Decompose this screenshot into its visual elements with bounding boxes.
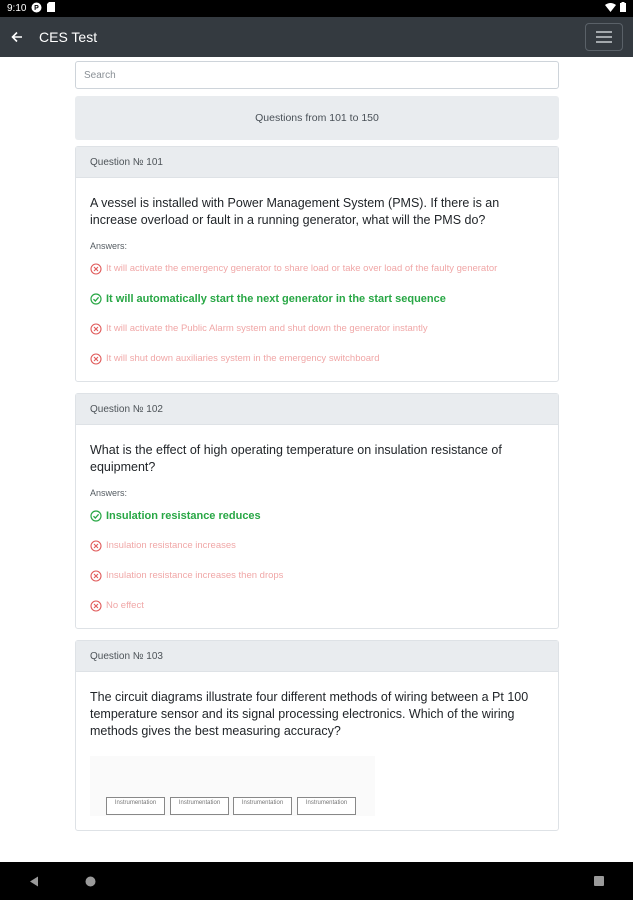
search-input[interactable] (75, 61, 559, 89)
app-bar (0, 17, 633, 57)
answer-text: It will activate the Public Alarm system and shut down the generator instantly (106, 323, 428, 334)
answer-option-correct[interactable] (90, 291, 544, 307)
question-body (76, 672, 558, 830)
x-circle-icon (90, 263, 102, 275)
nav-recents-button[interactable] (579, 862, 619, 900)
answer-text: Insulation resistance reduces (106, 510, 261, 522)
answer-text: Insulation resistance increases then drops (106, 570, 284, 581)
answer-option-wrong[interactable] (90, 538, 544, 554)
menu-toggle-button[interactable] (585, 23, 623, 51)
triangle-back-icon (29, 876, 39, 887)
answer-option-wrong[interactable] (90, 261, 544, 277)
question-body (76, 425, 558, 628)
arrow-left-icon (11, 31, 23, 43)
circle-home-icon (85, 876, 96, 887)
nav-back-button[interactable] (14, 862, 54, 900)
x-circle-icon (90, 570, 102, 582)
square-recents-icon (594, 876, 604, 886)
x-circle-icon (90, 323, 102, 335)
answer-option-wrong[interactable] (90, 321, 544, 337)
hamburger-icon (595, 30, 613, 44)
system-nav-bar (0, 862, 633, 900)
x-circle-icon (90, 353, 102, 365)
answer-text: It will activate the emergency generator to share load or take over load of the faulty generator (106, 263, 498, 274)
check-circle-icon (90, 510, 102, 522)
question-card (75, 640, 559, 831)
nav-home-button[interactable] (70, 862, 110, 900)
check-circle-icon (90, 293, 102, 305)
answer-option-wrong[interactable] (90, 568, 544, 584)
sd-card-icon (47, 2, 55, 15)
questions-range-banner: Questions from 101 to 150 (75, 96, 559, 140)
question-header: Question № 103 (76, 641, 558, 672)
svg-text:P: P (34, 4, 40, 12)
answer-option-wrong[interactable] (90, 351, 544, 367)
answers-label: Answers: (90, 488, 128, 498)
question-header: Question № 101 (76, 147, 558, 178)
question-text: The circuit diagrams illustrate four different methods of wiring between a Pt 100 temperature sensor and its signal processing electronics. Which of the wiring methods gives the best measuring accuracy? (90, 690, 529, 738)
diagram-box: Instrumentation (170, 797, 229, 815)
diagram-box: Instrumentation (233, 797, 292, 815)
back-button[interactable] (1, 17, 33, 57)
wifi-icon (605, 3, 616, 15)
question-text: What is the effect of high operating temperature on insulation resistance of equipment? (90, 443, 502, 474)
status-bar (0, 0, 633, 17)
answer-text: It will automatically start the next generator in the start sequence (106, 293, 446, 305)
diagram-box: Instrumentation (297, 797, 356, 815)
wiring-diagram-image (90, 756, 375, 816)
answers-label: Answers: (90, 241, 128, 251)
question-header: Question № 102 (76, 394, 558, 425)
status-time: 9:10 (7, 3, 27, 14)
answer-option-correct[interactable] (90, 508, 544, 524)
battery-icon (620, 2, 626, 15)
question-text: A vessel is installed with Power Management System (PMS). If there is an increase overload or fault in a running generator, what will the PMS do? (90, 196, 500, 227)
question-body (76, 178, 558, 381)
answer-text: Insulation resistance increases (106, 540, 236, 551)
app-title: CES Test (39, 29, 98, 45)
question-card (75, 393, 559, 629)
question-card (75, 146, 559, 382)
x-circle-icon (90, 540, 102, 552)
answer-option-wrong[interactable] (90, 598, 544, 614)
x-circle-icon (90, 600, 102, 612)
diagram-box: Instrumentation (106, 797, 165, 815)
app-notification-icon (31, 2, 42, 16)
main-content (75, 57, 559, 862)
answer-text: It will shut down auxiliaries system in the emergency switchboard (106, 353, 380, 364)
answer-text: No effect (106, 600, 144, 611)
